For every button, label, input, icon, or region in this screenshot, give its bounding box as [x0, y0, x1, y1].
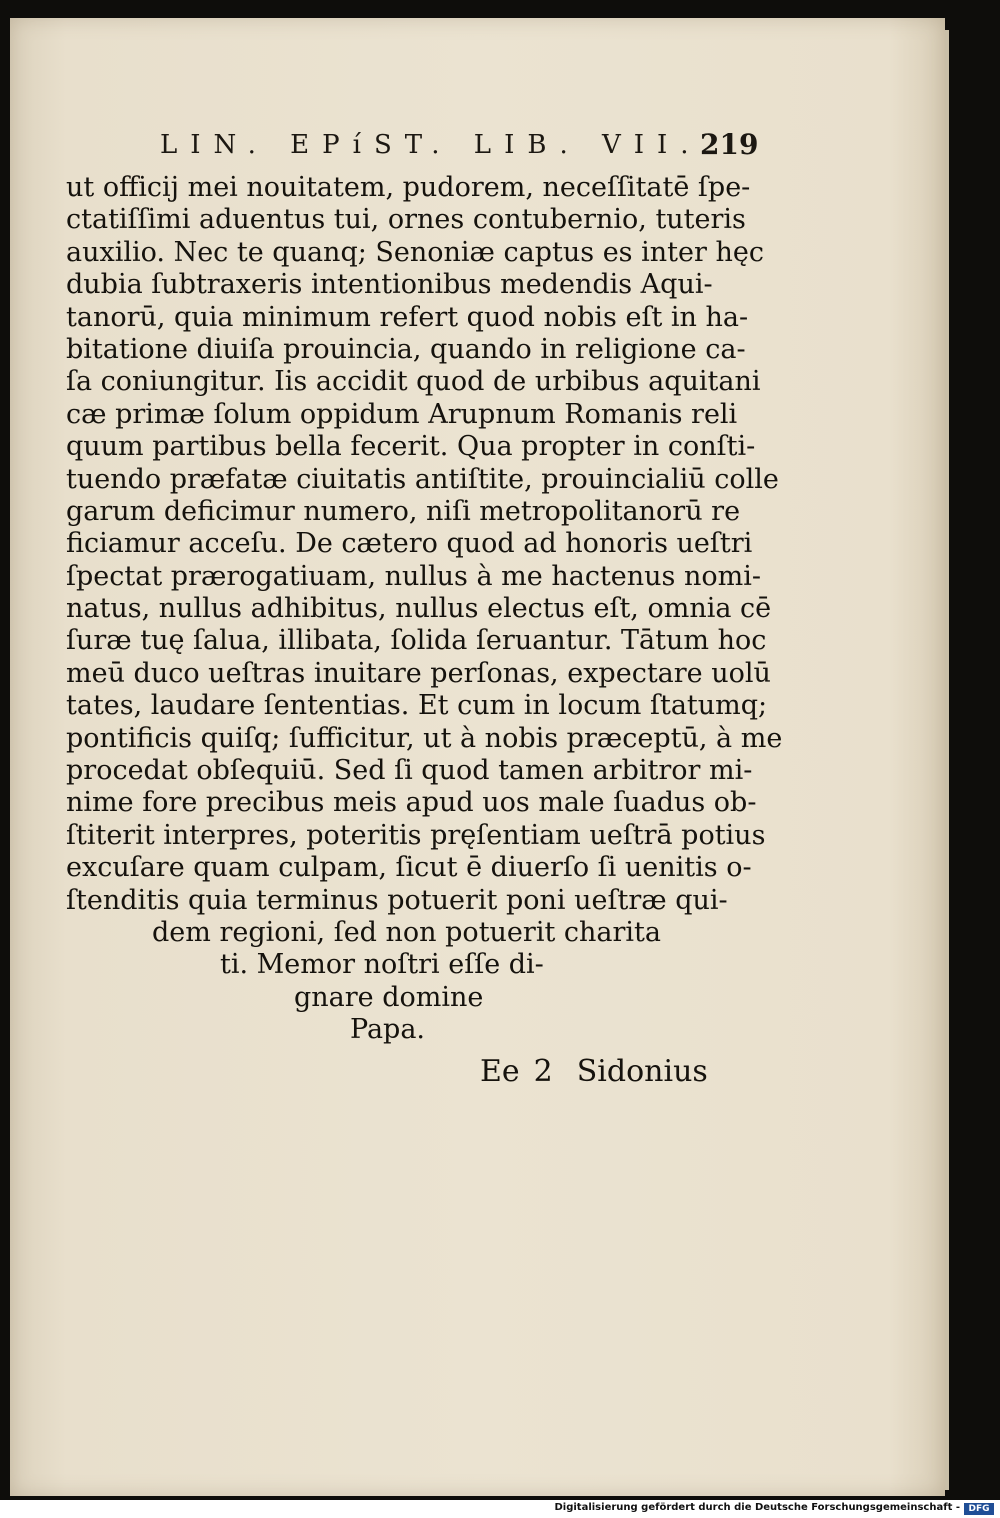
text-line: meū duco ueſtras inuitare perſonas, expectare uolū [66, 657, 771, 689]
text-line: dubia ſubtraxeris intentionibus medendis Aqui- [66, 269, 713, 301]
funding-credit: Digitalisierung gefördert durch die Deutsche Forschungsgemeinschaft - [554, 1502, 960, 1513]
page-number: 219 [700, 128, 759, 161]
text-line: excuſare quam culpam, ſicut ē diuerſo ſi uenitis o- [66, 852, 752, 884]
text-line: ſuræ tuę ſalua, illibata, ſolida ſeruantur. Tātum hoc [66, 625, 767, 657]
footer-bar [0, 1500, 1000, 1518]
page-edge [945, 30, 949, 1490]
text-line: ſpectat prærogatiuam, nullus à me hactenus nomi- [66, 560, 761, 592]
text-line: gnare domine [294, 981, 484, 1013]
text-line: tates, laudare ſententias. Et cum in locum ſtatumq; [66, 690, 768, 722]
text-line: ſtiterit interpres, poteritis pręſentiam ueſtrā potius [66, 819, 766, 851]
text-line: cæ primæ ſolum oppidum Arupnum Romanis reli [66, 398, 738, 430]
dfg-logo-icon: DFG [964, 1503, 994, 1515]
text-line: procedat obſequiū. Sed ſi quod tamen arbitror mi- [66, 755, 753, 787]
text-line: natus, nullus adhibitus, nullus electus eſt, omnia cē [66, 593, 772, 625]
signature-catchword-line [480, 1054, 708, 1089]
text-line: ut officij mei nouitatem, pudorem, neceſſitatē ſpe- [66, 172, 751, 203]
text-line: quum partibus bella fecerit. Qua propter in conſti- [66, 431, 756, 463]
running-head: LIN. EPíST. LIB. VII. [160, 130, 702, 160]
signature-mark: Ee [480, 1054, 520, 1089]
text-line: ficiamur acceſu. De cætero quod ad honoris ueſtri [66, 528, 753, 560]
text-line: ſa coniungitur. Iis accidit quod de urbibus aquitani [66, 366, 761, 398]
text-line: pontificis quiſq; ſufficitur, ut à nobis præceptū, à me [66, 722, 783, 754]
text-line: auxilio. Nec te quanq; Senoniæ captus es inter hęc [66, 236, 764, 268]
text-line: ſtenditis quia terminus potuerit poni ueſtræ qui- [66, 884, 728, 916]
text-line: tanorū, quia minimum refert quod nobis eſt in ha- [66, 301, 749, 333]
text-line: tuendo præfatæ ciuitatis antiſtite, prouincialiū colle [66, 463, 779, 495]
text-line: nime fore precibus meis apud uos male ſuadus ob- [66, 787, 757, 819]
signature-number: 2 [533, 1054, 553, 1089]
text-line: dem regioni, ſed non potuerit charita [152, 916, 661, 948]
catchword: Sidonius [576, 1054, 708, 1089]
body-text [66, 172, 783, 1047]
text-line: garum deficimur numero, niſi metropolitanorū re [66, 495, 741, 527]
text-line: ti. Memor noſtri eſſe di- [220, 949, 544, 981]
text-line: ctatiſſimi aduentus tui, ornes contubernio, tuteris [66, 204, 746, 236]
text-line: bitatione diuiſa prouincia, quando in religione ca- [66, 333, 746, 365]
text-line: Papa. [350, 1014, 426, 1046]
